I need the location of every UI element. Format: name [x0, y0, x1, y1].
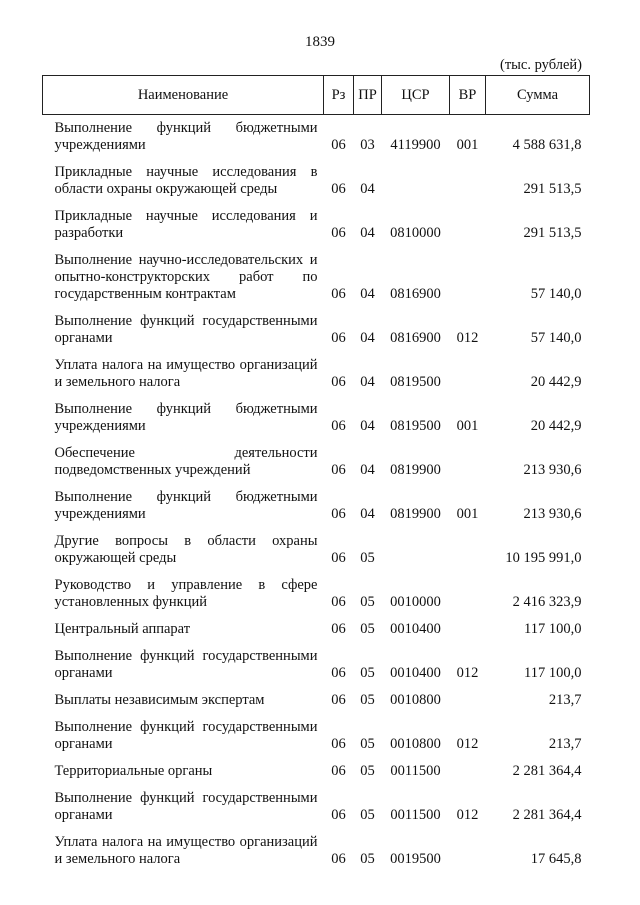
cell-rz: 06	[331, 374, 346, 390]
cell-name: Другие вопросы в области охраны окружающей среды	[54, 533, 318, 566]
cell-rz: 06	[331, 692, 346, 708]
cell-vr	[450, 688, 486, 715]
cell-rz: 06	[331, 550, 346, 566]
cell-csr: 0010400	[390, 665, 441, 681]
cell-pr: 05	[360, 807, 375, 823]
header-csr: ЦСР	[382, 76, 450, 115]
units-label: (тыс. рублей)	[500, 57, 582, 73]
cell-pr: 05	[360, 665, 375, 681]
cell-vr	[450, 353, 486, 397]
cell-sum: 4 588 631,8	[512, 137, 582, 153]
header-name: Наименование	[43, 76, 324, 115]
cell-name: Прикладные научные исследования и разработки	[54, 208, 318, 241]
cell-csr: 0819900	[390, 506, 441, 522]
cell-pr: 04	[360, 462, 375, 478]
header-vr: ВР	[450, 76, 486, 115]
cell-csr: 0011500	[390, 763, 441, 779]
cell-vr	[450, 617, 486, 644]
table-row	[43, 248, 590, 309]
cell-rz: 06	[331, 665, 346, 681]
cell-vr: 012	[456, 736, 479, 752]
table-row	[43, 759, 590, 786]
table-row	[43, 830, 590, 874]
cell-pr: 04	[360, 418, 375, 434]
cell-sum: 213 930,6	[523, 506, 582, 522]
cell-pr: 03	[360, 137, 375, 153]
cell-rz: 06	[331, 462, 346, 478]
table-row	[43, 441, 590, 485]
cell-csr: 0010400	[390, 621, 441, 637]
cell-csr: 0010800	[390, 692, 441, 708]
cell-csr: 0819900	[390, 462, 441, 478]
cell-name: Прикладные научные исследования в области охраны окружающей среды	[54, 164, 318, 197]
cell-pr: 04	[360, 225, 375, 241]
cell-sum: 2 416 323,9	[512, 594, 582, 610]
cell-rz: 06	[331, 621, 346, 637]
cell-vr: 012	[456, 665, 479, 681]
cell-pr: 04	[360, 506, 375, 522]
table-row	[43, 160, 590, 204]
cell-sum: 213,7	[548, 736, 582, 752]
cell-pr: 04	[360, 330, 375, 346]
table-row	[43, 688, 590, 715]
cell-sum: 20 442,9	[530, 418, 582, 434]
table-header-row	[43, 76, 590, 115]
cell-vr: 001	[456, 418, 479, 434]
cell-name: Руководство и управление в сфере установленных функций	[54, 577, 318, 610]
cell-vr: 012	[456, 807, 479, 823]
cell-sum: 117 100,0	[524, 621, 582, 637]
cell-sum: 117 100,0	[524, 665, 582, 681]
cell-vr	[450, 830, 486, 874]
header-sum: Сумма	[486, 76, 590, 115]
cell-name: Выполнение функций государственными органами	[54, 648, 318, 681]
table-row	[43, 353, 590, 397]
cell-name: Выполнение функций государственными органами	[54, 313, 318, 346]
cell-vr: 001	[456, 137, 479, 153]
cell-csr: 0011500	[390, 807, 441, 823]
cell-csr	[382, 160, 450, 204]
cell-sum: 2 281 364,4	[512, 807, 582, 823]
cell-csr: 0816900	[390, 330, 441, 346]
cell-rz: 06	[331, 851, 346, 867]
cell-name: Уплата налога на имущество организаций и земельного налога	[54, 357, 318, 390]
table-row	[43, 617, 590, 644]
cell-pr: 05	[360, 736, 375, 752]
table-row	[43, 786, 590, 830]
table-row	[43, 115, 590, 161]
cell-csr: 0010800	[390, 736, 441, 752]
cell-vr	[450, 204, 486, 248]
cell-rz: 06	[331, 763, 346, 779]
table-row	[43, 644, 590, 688]
cell-name: Центральный аппарат	[54, 621, 191, 637]
cell-csr: 0810000	[390, 225, 441, 241]
cell-name: Выполнение функций бюджетными учреждениями	[54, 120, 318, 153]
table-row	[43, 573, 590, 617]
table-row	[43, 529, 590, 573]
cell-pr: 05	[360, 621, 375, 637]
cell-pr: 05	[360, 594, 375, 610]
cell-rz: 06	[331, 736, 346, 752]
cell-rz: 06	[331, 181, 346, 197]
cell-name: Обеспечение деятельности подведомственных учреждений	[54, 445, 318, 478]
table-row	[43, 204, 590, 248]
cell-pr: 05	[360, 550, 375, 566]
cell-csr	[382, 529, 450, 573]
cell-rz: 06	[331, 330, 346, 346]
cell-csr: 0819500	[390, 418, 441, 434]
cell-vr: 001	[456, 506, 479, 522]
cell-rz: 06	[331, 807, 346, 823]
cell-name: Выплаты независимым экспертам	[54, 692, 265, 708]
cell-pr: 05	[360, 763, 375, 779]
cell-sum: 291 513,5	[523, 181, 582, 197]
cell-name: Территориальные органы	[54, 763, 213, 779]
cell-name: Выполнение функций бюджетными учреждениями	[54, 401, 318, 434]
cell-sum: 57 140,0	[530, 330, 582, 346]
table-row	[43, 485, 590, 529]
table-row	[43, 309, 590, 353]
cell-csr: 4119900	[390, 137, 441, 153]
cell-vr: 012	[456, 330, 479, 346]
cell-name: Выполнение функций государственными органами	[54, 790, 318, 823]
cell-rz: 06	[331, 594, 346, 610]
cell-rz: 06	[331, 137, 346, 153]
cell-pr: 04	[360, 286, 375, 302]
cell-vr	[450, 160, 486, 204]
cell-name: Выполнение функций бюджетными учреждениями	[54, 489, 318, 522]
page-number: 1839	[305, 34, 335, 50]
header-pr: ПР	[354, 76, 382, 115]
cell-name: Уплата налога на имущество организаций и земельного налога	[54, 834, 318, 867]
budget-table	[42, 75, 590, 874]
cell-pr: 04	[360, 181, 375, 197]
cell-sum: 10 195 991,0	[505, 550, 582, 566]
cell-sum: 213,7	[548, 692, 582, 708]
cell-sum: 213 930,6	[523, 462, 582, 478]
cell-name: Выполнение научно-исследовательских и опытно-конструкторских работ по государственным контрактам	[54, 252, 318, 302]
table-body	[43, 115, 590, 875]
cell-vr	[450, 759, 486, 786]
cell-vr	[450, 441, 486, 485]
cell-sum: 20 442,9	[530, 374, 582, 390]
cell-pr: 05	[360, 851, 375, 867]
cell-sum: 17 645,8	[530, 851, 582, 867]
cell-sum: 291 513,5	[523, 225, 582, 241]
cell-csr: 0816900	[390, 286, 441, 302]
cell-rz: 06	[331, 418, 346, 434]
cell-csr: 0819500	[390, 374, 441, 390]
cell-sum: 57 140,0	[530, 286, 582, 302]
table-row	[43, 397, 590, 441]
cell-csr: 0019500	[390, 851, 441, 867]
cell-pr: 04	[360, 374, 375, 390]
cell-vr	[450, 248, 486, 309]
header-rz: Рз	[324, 76, 354, 115]
cell-name: Выполнение функций государственными органами	[54, 719, 318, 752]
cell-vr	[450, 573, 486, 617]
cell-sum: 2 281 364,4	[512, 763, 582, 779]
cell-vr	[450, 529, 486, 573]
cell-rz: 06	[331, 225, 346, 241]
cell-rz: 06	[331, 506, 346, 522]
cell-csr: 0010000	[390, 594, 441, 610]
cell-rz: 06	[331, 286, 346, 302]
cell-pr: 05	[360, 692, 375, 708]
table-row	[43, 715, 590, 759]
